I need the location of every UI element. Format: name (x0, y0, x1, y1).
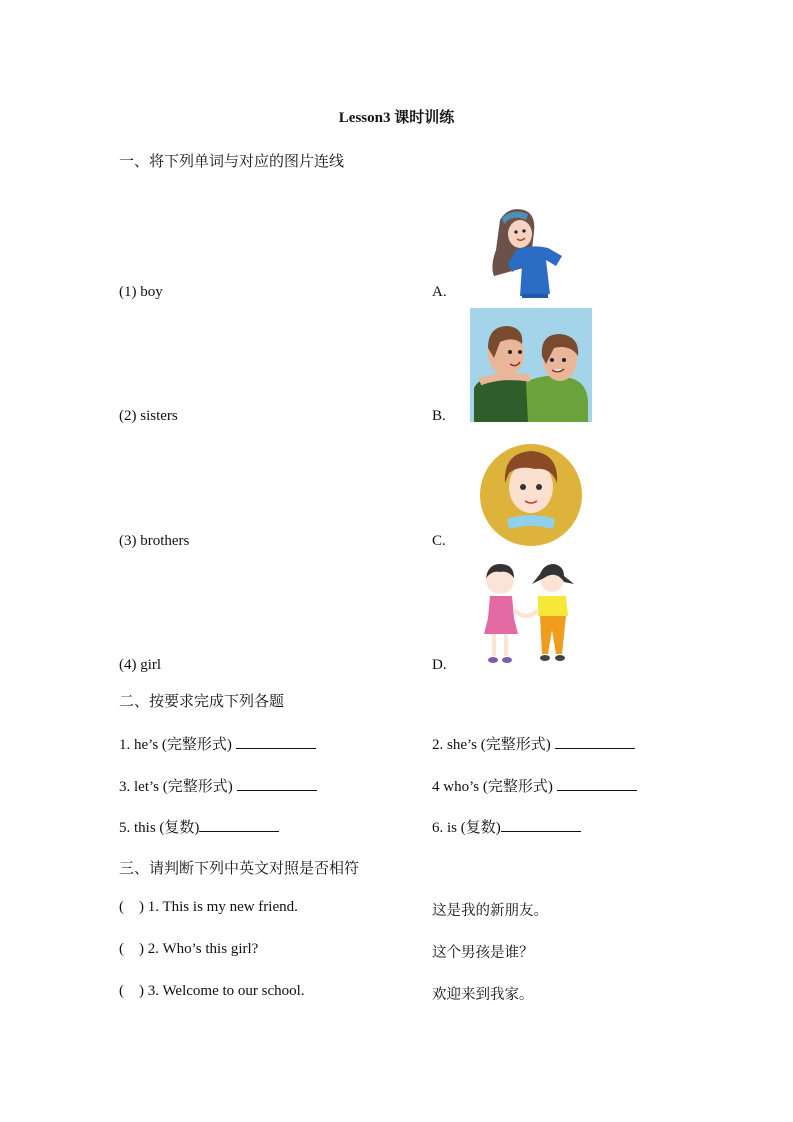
answer-blank-5[interactable] (199, 819, 279, 832)
answer-blank-6[interactable] (501, 819, 581, 832)
section-1-heading: 一、将下列单词与对应的图片连线 (119, 152, 345, 170)
answer-bracket-1[interactable]: ( ) (119, 899, 144, 915)
judge-item-3 (119, 983, 305, 1000)
option-d-label: D. (432, 657, 447, 673)
judge-item-3-chinese: 欢迎来到我家。 (432, 987, 534, 1003)
answer-bracket-3[interactable]: ( ) (119, 983, 144, 999)
exercise-item-4 (432, 775, 637, 796)
answer-blank-2[interactable] (555, 736, 635, 749)
section-2-heading: 二、按要求完成下列各题 (119, 692, 285, 710)
exercise-item-5-text: 5. this (复数) (119, 820, 200, 836)
answer-bracket-2[interactable]: ( ) (119, 941, 144, 957)
option-a-label: A. (432, 284, 447, 300)
two-sisters-illustration (478, 560, 582, 670)
exercise-item-1-text: 1. he’s (完整形式) (119, 737, 236, 753)
two-brothers-illustration (470, 308, 592, 422)
exercise-item-6 (432, 816, 581, 837)
boy-portrait-illustration (479, 443, 583, 547)
word-sisters: (2) sisters (119, 408, 178, 424)
exercise-item-6-text: 6. is (复数) (432, 820, 501, 836)
answer-blank-1[interactable] (236, 736, 316, 749)
girl-illustration (486, 206, 568, 298)
word-girl: (4) girl (119, 657, 162, 673)
exercise-item-5 (119, 816, 279, 837)
word-boy: (1) boy (119, 284, 163, 300)
judge-item-1-chinese: 这是我的新朋友。 (432, 903, 548, 919)
option-c-label: C. (432, 533, 446, 549)
exercise-item-4-text: 4 who’s (完整形式) (432, 779, 557, 795)
section-3-heading: 三、请判断下列中英文对照是否相符 (119, 859, 360, 877)
judge-item-2 (119, 941, 258, 958)
exercise-item-2-text: 2. she’s (完整形式) (432, 737, 555, 753)
answer-blank-4[interactable] (557, 778, 637, 791)
judge-item-1 (119, 899, 298, 916)
exercise-item-2 (432, 733, 635, 754)
judge-item-2-chinese: 这个男孩是谁？ (432, 945, 534, 961)
page-title: Lesson3 课时训练 (338, 110, 455, 126)
judge-item-2-english: 2. Who’s this girl? (147, 941, 259, 957)
exercise-item-1 (119, 733, 316, 754)
answer-blank-3[interactable] (237, 778, 317, 791)
option-b-label: B. (432, 408, 446, 424)
exercise-item-3 (119, 775, 317, 796)
word-brothers: (3) brothers (119, 533, 190, 549)
judge-item-1-english: 1. This is my new friend. (147, 899, 298, 915)
judge-item-3-english: 3. Welcome to our school. (147, 983, 305, 999)
exercise-item-3-text: 3. let’s (完整形式) (119, 779, 237, 795)
